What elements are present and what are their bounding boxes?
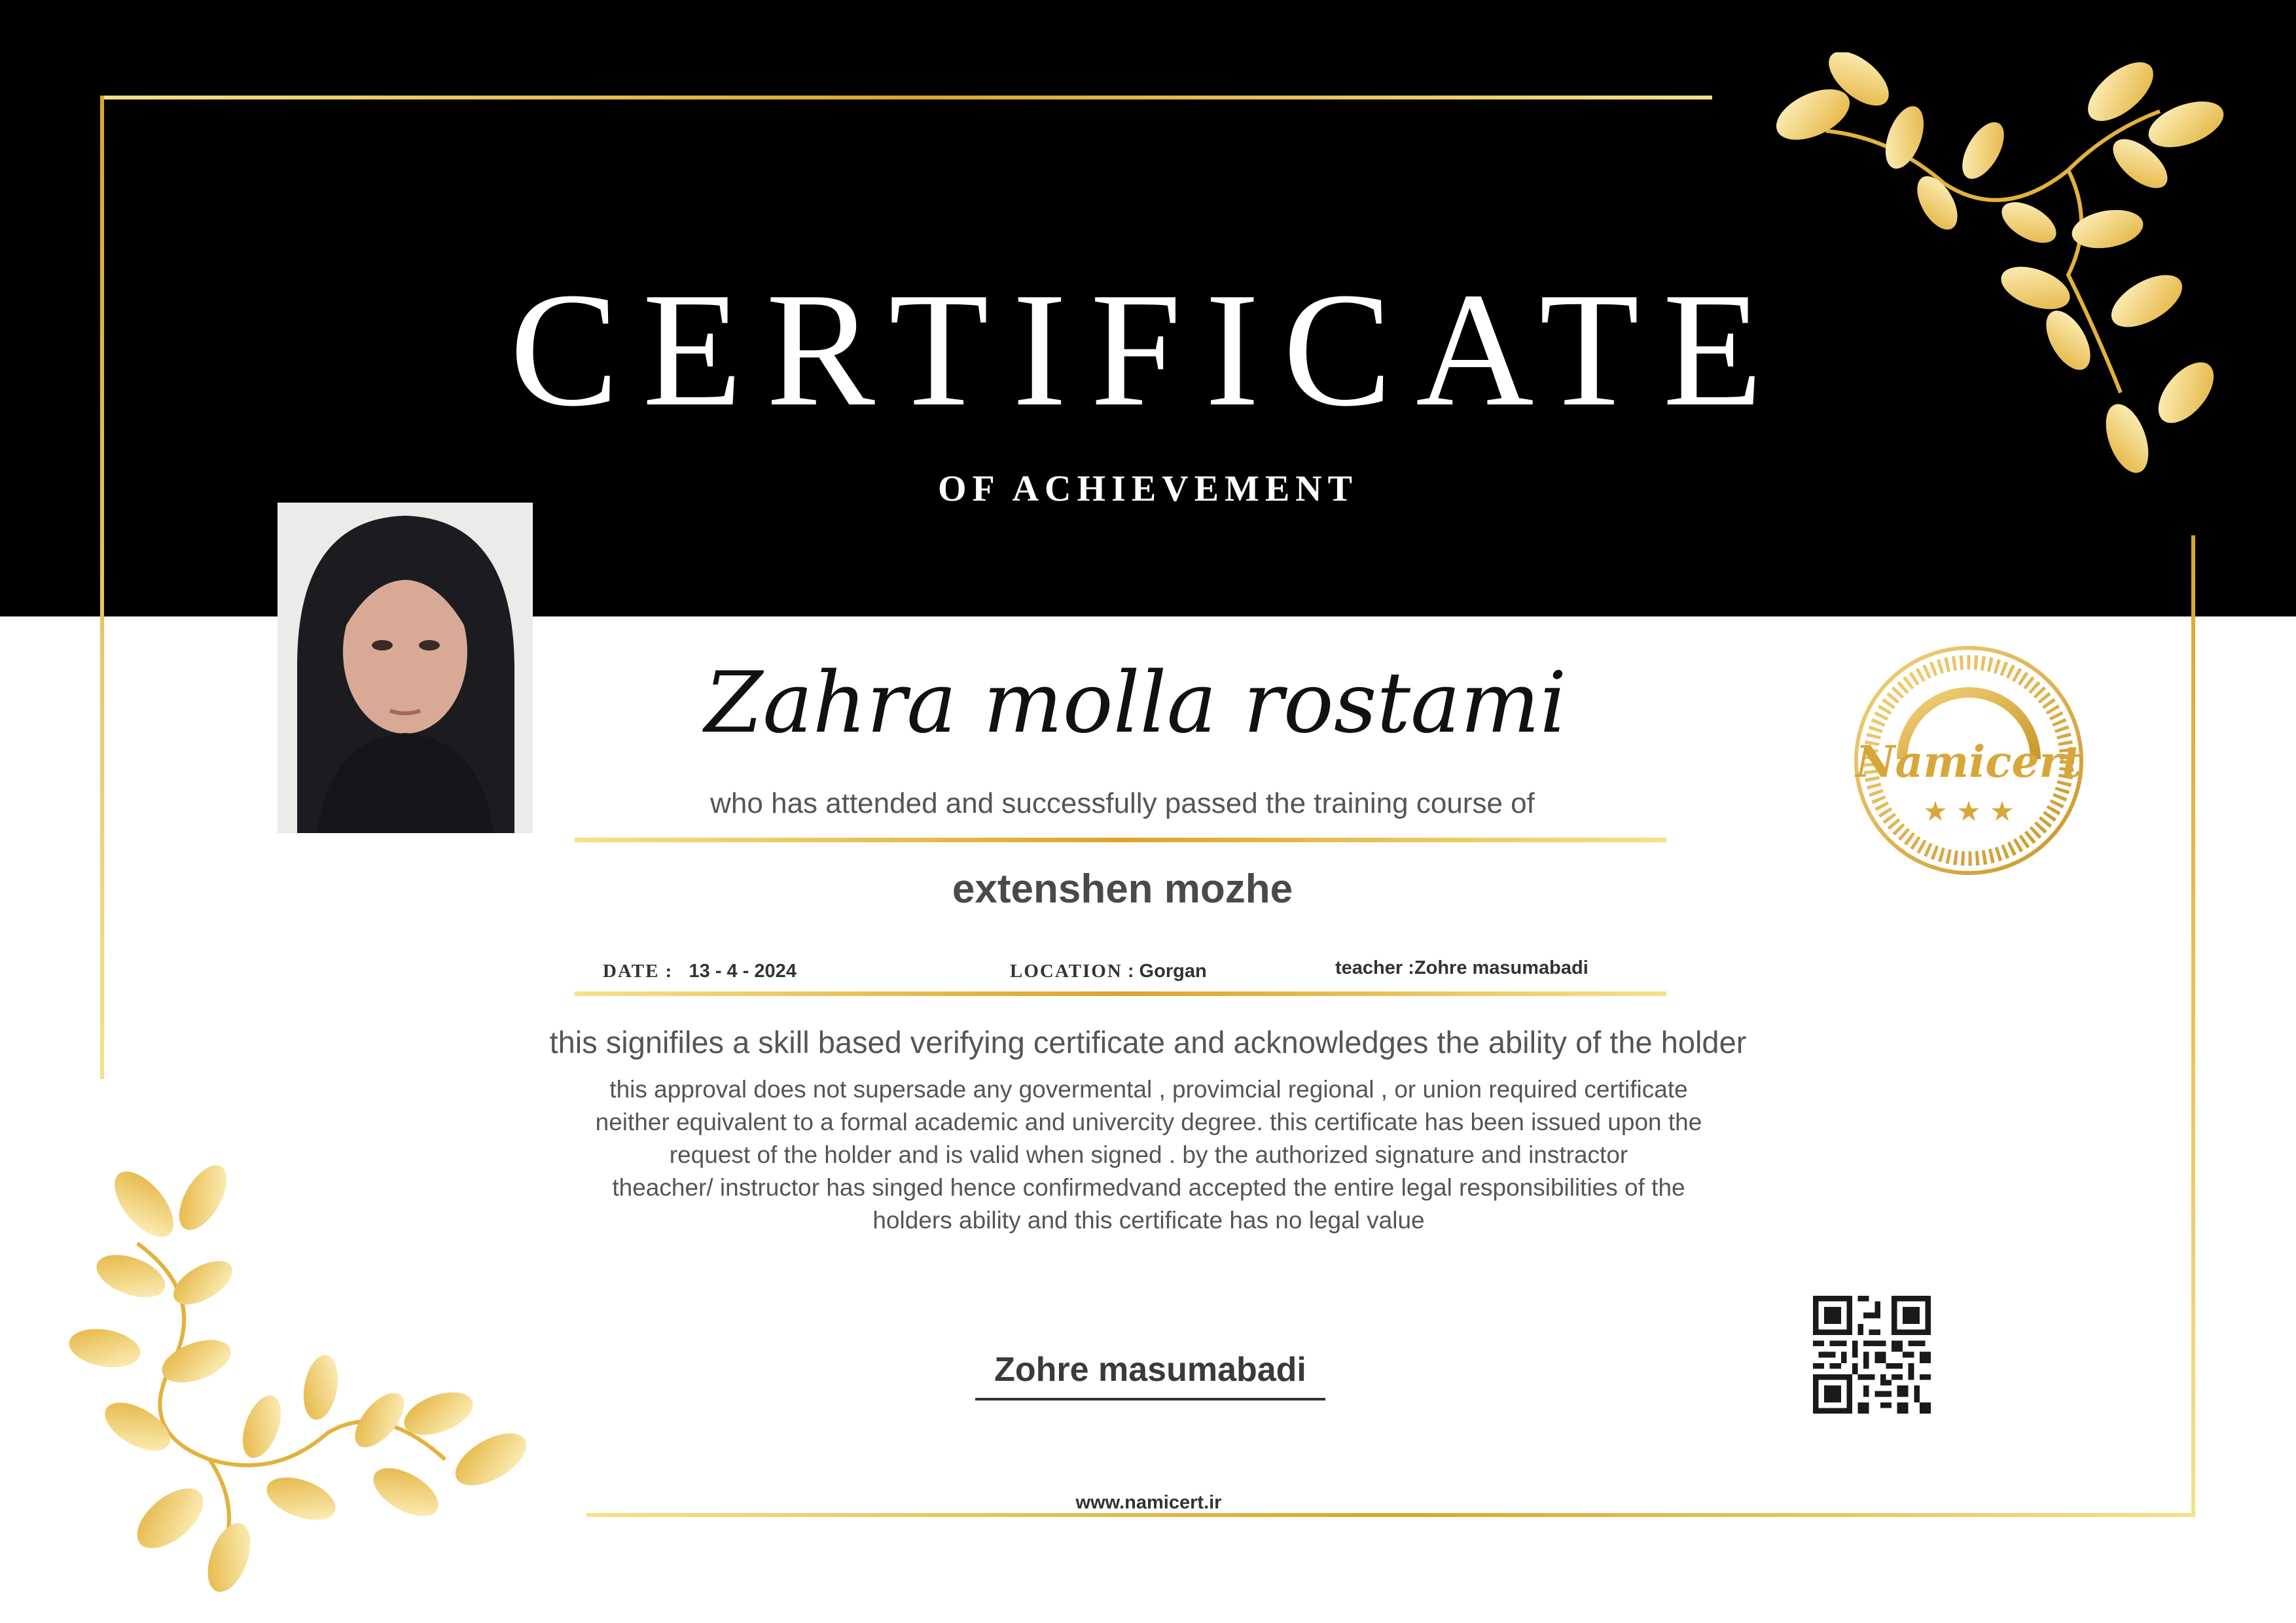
gold-leaf-vine-bottom-left-icon xyxy=(39,1152,563,1597)
qr-code-icon[interactable] xyxy=(1813,1296,1931,1414)
location-value: : Gorgan xyxy=(1127,961,1207,982)
signature-name: Zohre masumabadi xyxy=(994,1351,1306,1389)
location-field xyxy=(1010,961,1207,982)
disclaimer-line: holders ability and this certificate has no legal value xyxy=(872,1207,1425,1234)
teacher-label: teacher : xyxy=(1335,957,1414,978)
frame-right-line xyxy=(2191,535,2195,1517)
namicert-seal-icon xyxy=(1851,643,2087,878)
statement-text: this signifiles a skill based verifying certificate and acknowledges the ability of the holder xyxy=(549,1025,1747,1060)
disclaimer-line: request of the holder and is valid when signed . by the authorized signature and instractor xyxy=(669,1141,1628,1168)
teacher-value: Zohre masumabadi xyxy=(1414,957,1588,978)
course-top-rule xyxy=(575,838,1666,842)
signature-line xyxy=(975,1398,1325,1400)
certificate-title: CERTIFICATE xyxy=(509,259,1787,440)
date-field xyxy=(603,961,797,982)
website-link[interactable]: www.namicert.ir xyxy=(1075,1492,1222,1513)
disclaimer-line: this approval does not supersade any govermental , provimcial regional , or union required certificate xyxy=(609,1076,1688,1103)
certificate-subtitle: OF ACHIEVEMENT xyxy=(938,469,1358,509)
disclaimer-text xyxy=(524,1073,1774,1237)
frame-top-line xyxy=(100,96,1712,99)
portrait-image xyxy=(278,503,533,833)
frame-left-line xyxy=(100,96,104,1079)
seal-brand: Namicert xyxy=(1856,736,2082,787)
disclaimer-line: neither equivalent to a formal academic and univercity degree. this certificate has been issued upon the xyxy=(595,1109,1702,1135)
course-name: extenshen mozhe xyxy=(952,866,1293,912)
date-value: 13 - 4 - 2024 xyxy=(689,961,797,982)
meta-bottom-rule xyxy=(575,991,1666,996)
teacher-field xyxy=(1335,957,1588,979)
frame-bottom-line xyxy=(586,1513,2195,1517)
date-label: DATE : xyxy=(603,961,673,982)
gold-leaf-vine-top-right-icon xyxy=(1728,52,2251,497)
location-label: LOCATION xyxy=(1010,961,1122,982)
recipient-photo xyxy=(278,503,533,833)
course-intro-text: who has attended and successfully passed the training course of xyxy=(710,787,1535,819)
seal-stars: ★ ★ ★ xyxy=(1923,795,2015,827)
disclaimer-line: theacher/ instructor has singed hence confirmedvand accepted the entire legal responsibilities of the xyxy=(612,1174,1685,1201)
recipient-name: Zahra molla rostami xyxy=(704,654,1567,752)
